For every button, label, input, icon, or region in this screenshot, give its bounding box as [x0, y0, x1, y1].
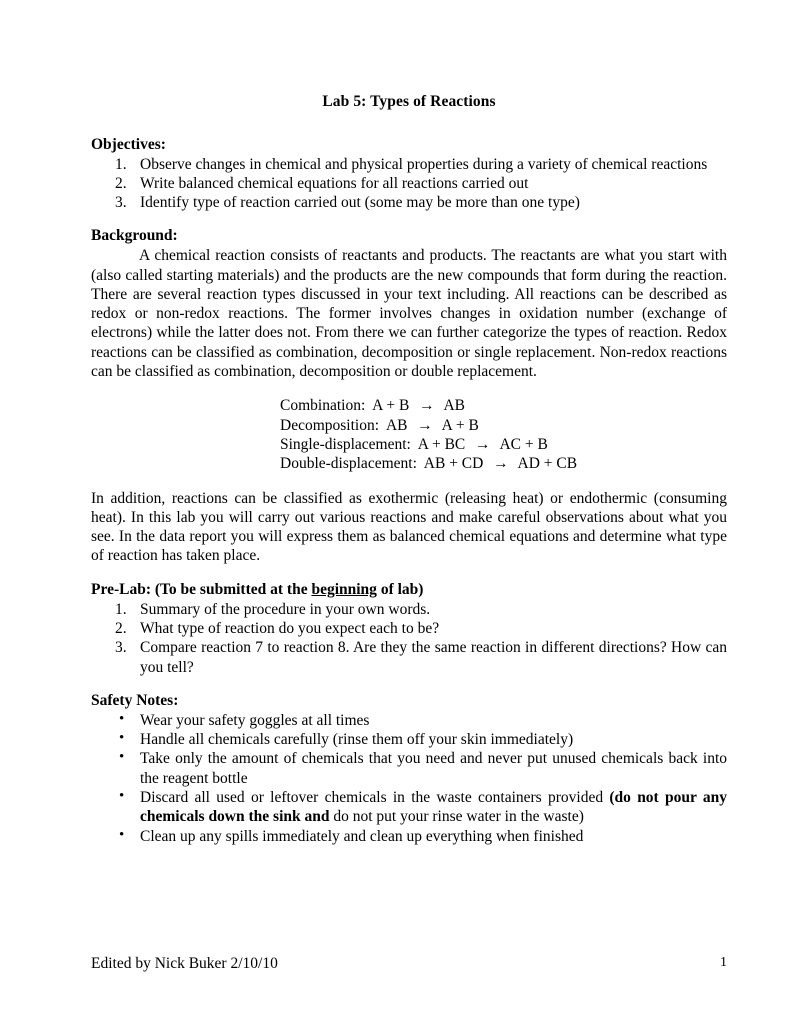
equation-right: AD + CB — [517, 455, 578, 473]
list-item — [91, 155, 727, 174]
page-footer — [91, 955, 727, 974]
list-item-text: Summary of the procedure in your own words. — [140, 600, 431, 618]
list-item-text: Write balanced chemical equations for all reactions carried out — [140, 174, 529, 192]
bullet-icon: • — [119, 730, 125, 747]
prelab-heading-part1: Pre-Lab: (To be submitted at the — [91, 580, 312, 598]
bullet-icon: • — [119, 826, 125, 843]
background-heading: Background: — [91, 227, 178, 245]
list-item-text: What type of reaction do you expect each to be? — [140, 619, 440, 637]
list-item-text: Compare reaction 7 to reaction 8. Are they the same reaction in different directions? How can you tell? — [140, 639, 727, 676]
equation-line — [280, 416, 727, 435]
list-item-text: Wear your safety goggles at all times — [140, 711, 370, 729]
list-marker: 3. — [115, 639, 127, 657]
document-content — [91, 0, 727, 846]
bullet-icon: • — [119, 787, 125, 804]
prelab-list — [91, 600, 727, 677]
equation-line — [280, 435, 727, 454]
list-item — [91, 193, 727, 212]
equation-left: AB — [385, 416, 408, 434]
page-title: Lab 5: Types of Reactions — [322, 93, 496, 110]
list-marker: 1. — [115, 155, 127, 173]
list-marker: 2. — [115, 619, 127, 637]
equation-right: A + B — [441, 416, 479, 434]
equation-line — [280, 396, 727, 415]
equation-line — [280, 454, 727, 473]
list-item — [91, 638, 727, 677]
list-item-text: Identify type of reaction carried out (some may be more than one type) — [140, 194, 580, 212]
prelab-heading-emphasis: beginning — [311, 580, 377, 598]
equation-left: AB + CD — [423, 455, 484, 473]
list-item — [91, 827, 727, 846]
arrow-icon: → — [475, 435, 491, 453]
arrow-icon: → — [417, 416, 433, 434]
list-item — [91, 619, 727, 638]
objectives-heading: Objectives: — [91, 135, 166, 153]
list-item-emphasis: (do not pour any chemicals down the sink and — [140, 788, 727, 826]
safety-heading: Safety Notes: — [91, 691, 179, 709]
list-marker: 3. — [115, 194, 127, 212]
reaction-equations — [91, 396, 727, 473]
footer-credit: Edited by Nick Buker 2/10/10 — [91, 955, 278, 972]
list-item-text: Observe changes in chemical and physical properties during a variety of chemical reactions — [140, 155, 708, 173]
list-item — [91, 730, 727, 749]
list-item — [91, 749, 727, 788]
bullet-icon: • — [119, 749, 125, 766]
equation-label: Decomposition: — [280, 416, 380, 434]
equation-label: Double-displacement: — [280, 455, 417, 473]
list-item — [91, 788, 727, 827]
list-marker: 2. — [115, 174, 127, 192]
list-marker: 1. — [115, 600, 127, 618]
list-item — [91, 711, 727, 730]
list-item — [91, 600, 727, 619]
prelab-heading — [91, 581, 727, 600]
safety-list — [91, 711, 727, 846]
equation-right: AB — [443, 397, 466, 415]
prelab-heading-part2: of lab) — [376, 580, 424, 598]
arrow-icon: → — [493, 455, 509, 473]
equation-label: Single-displacement: — [280, 435, 411, 453]
list-item-text: Take only the amount of chemicals that you need and never put unused chemicals back into the reagent bottle — [140, 750, 727, 787]
list-item — [91, 174, 727, 193]
list-item-text-after: do not put your rinse water in the waste) — [329, 808, 584, 826]
footer-page-number: 1 — [720, 955, 727, 970]
list-item-text: Handle all chemicals carefully (rinse them off your skin immediately) — [140, 731, 574, 749]
objectives-list — [91, 155, 727, 213]
list-item-text: Clean up any spills immediately and clean up everything when finished — [140, 827, 584, 845]
arrow-icon: → — [419, 397, 435, 415]
equation-left: A + B — [372, 397, 410, 415]
background-paragraph-1: A chemical reaction consists of reactants and products. The reactants are what you start with (also called starting materials) and the products are the new compounds that form during the reaction. There are several reaction types discussed in your text including. All reactions can be described as redox or non-redox reactions. The former involves changes in oxidation number (exchange of electrons) while the latter does not. From there we can further categorize the types of reaction. Redox reactions can be classified as combination, decomposition or single replacement. Non-redox reactions can be classified as combination, decomposition or double replacement. — [91, 247, 727, 381]
equation-left: A + BC — [417, 435, 466, 453]
equation-right: AC + B — [499, 435, 548, 453]
background-paragraph-2: In addition, reactions can be classified as exothermic (releasing heat) or endothermic (consuming heat). In this lab you will carry out various reactions and make careful observations about what you see. In the data report you will express them as balanced chemical equations and determine what type of reaction has taken place. — [91, 489, 727, 565]
list-item-text: Discard all used or leftover chemicals in the waste containers provided — [140, 788, 610, 806]
equation-label: Combination: — [280, 397, 366, 415]
bullet-icon: • — [119, 710, 125, 727]
